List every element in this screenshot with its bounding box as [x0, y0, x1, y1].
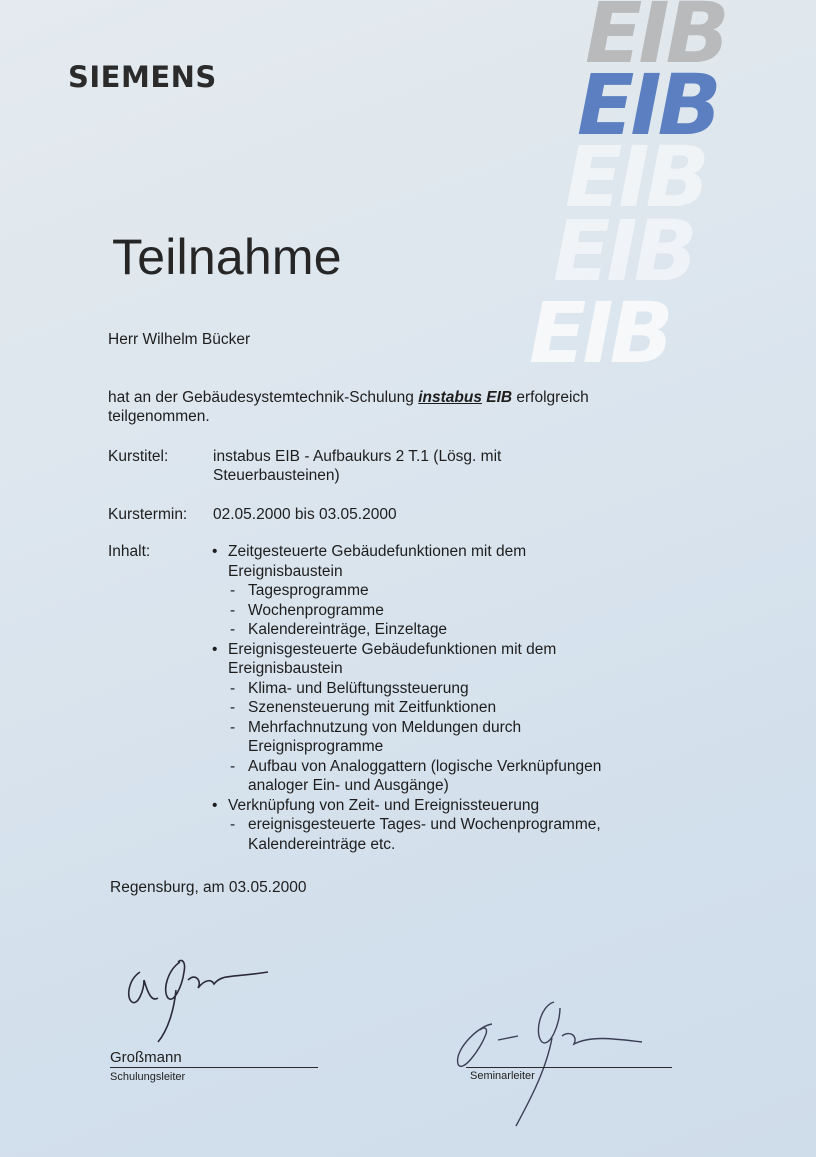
content-subitem-line: - Wochenprogramme: [248, 601, 384, 619]
content-subitem: [230, 581, 601, 601]
course-date-value: 02.05.2000 bis 03.05.2000: [213, 506, 397, 523]
intro-text: [108, 388, 589, 408]
content-subitem: [230, 698, 601, 718]
signature-right: [450, 990, 650, 1130]
content-item-line: Ereignisbaustein: [228, 562, 343, 580]
signer-right-role: Seminarleiter: [470, 1070, 535, 1082]
signature-line-right: [466, 1067, 672, 1068]
content-subitem-line: Ereignisprogramme: [248, 738, 384, 755]
signer-left-role: Schulungsleiter: [110, 1071, 186, 1083]
content-subitem-line: analoger Ein- und Ausgänge): [248, 777, 449, 794]
content-item: [210, 542, 601, 640]
content-sublist: [228, 679, 601, 796]
content-item: [210, 640, 601, 796]
content-subitem-line: - Kalendereinträge, Einzeltage: [248, 621, 448, 638]
content-subitem: [230, 757, 601, 796]
intro-brand-instabus: instabus: [418, 389, 482, 406]
content-subitem: [230, 718, 601, 757]
content-subitem: [230, 620, 601, 640]
signature-line-left: [110, 1067, 318, 1068]
content-subitem-line: - Klima- und Belüftungssteuerung: [248, 679, 469, 697]
content-subitem-line: - Tagesprogramme: [248, 582, 369, 599]
content-item-line: Ereignisbaustein: [228, 660, 343, 677]
course-content-list: [210, 542, 601, 854]
content-subitem-line: Kalendereinträge etc.: [248, 835, 396, 853]
eib-logo-mark: EIB: [565, 128, 706, 226]
place-date: Regensburg, am 03.05.2000: [110, 879, 307, 896]
signature-left: [118, 950, 278, 1050]
content-item-line: • Zeitgesteuerte Gebäudefunktionen mit dem: [228, 543, 527, 560]
course-title-value-line2: Steuerbausteinen): [213, 467, 340, 484]
content-subitem-line: - ereignisgesteuerte Tages- und Wochenprogramme,: [248, 816, 601, 833]
brand-logo: SIEMENS: [68, 60, 217, 94]
content-item-line: • Ereignisgesteuerte Gebäudefunktionen mit dem: [228, 640, 557, 658]
course-content-label: Inhalt:: [108, 543, 151, 560]
content-subitem: [230, 679, 601, 699]
intro-after: erfolgreich: [512, 389, 589, 406]
content-subitem-line: - Aufbau von Analoggattern (logische Verknüpfungen: [248, 757, 602, 775]
eib-logo-mark: EIB: [553, 202, 694, 300]
content-item-line: • Verknüpfung von Zeit- und Ereignissteuerung: [228, 796, 540, 814]
course-title-value: instabus EIB - Aufbaukurs 2 T.1 (Lösg. mit: [213, 448, 502, 465]
content-sublist: [228, 581, 601, 640]
recipient-name: Herr Wilhelm Bücker: [108, 331, 251, 348]
course-title-label: Kurstitel:: [108, 448, 169, 465]
eib-logo-mark: EIB: [585, 0, 726, 82]
content-subitem: [230, 815, 601, 854]
content-subitem-line: - Szenensteuerung mit Zeitfunktionen: [248, 699, 497, 716]
eib-logo-mark: EIB: [577, 56, 718, 154]
eib-logo-mark: EIB: [529, 284, 670, 370]
intro-text-line2: teilgenommen.: [108, 408, 210, 425]
content-item: [210, 796, 601, 855]
course-date-label: Kurstermin:: [108, 506, 188, 523]
content-subitem: [230, 601, 601, 621]
content-sublist: [228, 815, 601, 854]
signer-left-name: Großmann: [110, 1049, 182, 1066]
document-title: Teilnahme: [112, 229, 342, 285]
intro-before: hat an der Gebäudesystemtechnik-Schulung: [108, 389, 419, 406]
intro-brand-eib: EIB: [486, 389, 513, 406]
content-subitem-line: - Mehrfachnutzung von Meldungen durch: [248, 718, 522, 736]
eib-logo-art: [505, 0, 775, 370]
